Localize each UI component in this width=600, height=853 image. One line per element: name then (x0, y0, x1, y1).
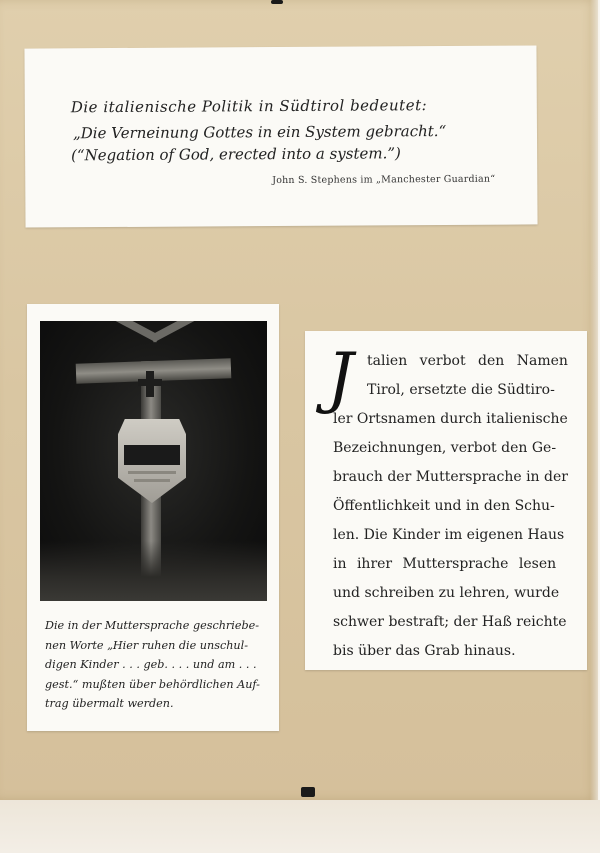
body-line: Tirol, ersetzte die Südtiro- (367, 382, 555, 398)
photo-caption (45, 616, 267, 714)
ground (40, 541, 267, 601)
body-line: bis über das Grab hinaus. (333, 643, 516, 659)
body-line: ler Ortsnamen durch italienische (333, 411, 568, 427)
caption-line: trag übermalt werden. (45, 697, 174, 711)
caption-line: gest.“ mußten über behördlichen Auf- (45, 677, 260, 691)
shield-line (134, 479, 170, 482)
body-line: schwer bestraft; der Haß reichte (333, 614, 567, 630)
shield-line (128, 471, 176, 474)
quote-german: „Die Verneinung Gottes in ein System gebracht.“ (72, 121, 447, 143)
body-line: Öffentlichkeit und in den Schu- (333, 498, 555, 514)
painted-over-plate (124, 445, 180, 465)
caption-line: nen Worte „Hier ruhen die unschul- (45, 638, 248, 652)
background-surface (0, 800, 600, 853)
photo-card (27, 304, 279, 731)
drop-cap: J (327, 339, 354, 416)
grave-cross-photo (40, 321, 267, 601)
quote-source: John S. Stephens im „Manchester Guardian“ (272, 173, 496, 187)
body-line: Bezeichnungen, verbot den Ge- (333, 440, 557, 456)
glass-frame-edge (590, 0, 600, 805)
body-line: talien verbot den Namen (367, 353, 568, 369)
cross-roof-left (59, 321, 160, 343)
quote-intro: Die italienische Politik in Südtirol bedeutet: (70, 96, 428, 117)
body-line: und schreiben zu lehren, wurde (333, 585, 560, 601)
caption-line: Die in der Muttersprache geschriebe- (45, 619, 260, 632)
body-line: in ihrer Muttersprache lesen (333, 556, 557, 572)
bottom-clip (301, 787, 315, 797)
body-line: brauch der Muttersprache in der (333, 469, 568, 485)
top-clip (271, 0, 283, 4)
caption-line: digen Kinder . . . geb. . . . und am . . . (45, 658, 257, 672)
quote-english: (“Negation of God, erected into a system.”) (71, 144, 401, 165)
text-card (305, 331, 587, 670)
quote-card (24, 45, 537, 227)
cross-roof-right (150, 321, 251, 343)
small-cross-bar (138, 379, 162, 386)
body-line: len. Die Kinder im eigenen Haus (333, 527, 565, 543)
